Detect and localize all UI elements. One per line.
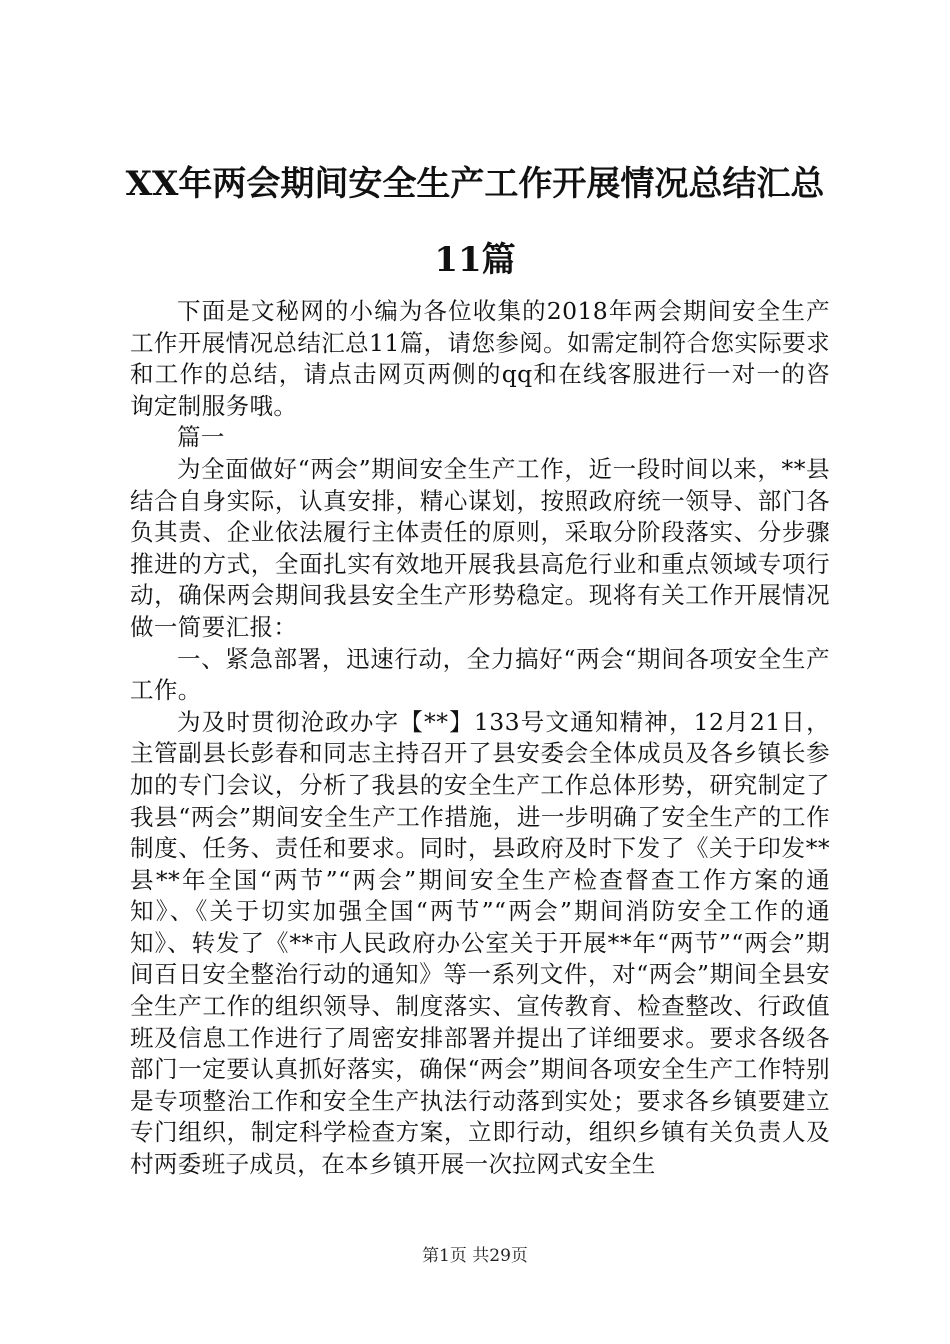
paragraph-subheading: 一、紧急部署，迅速行动，全力搞好“两会“期间各项安全生产工作。 xyxy=(130,644,830,705)
paragraph-intro: 下面是文秘网的小编为各位收集的2018年两会期间安全生产工作开展情况总结汇总11篇，请您参阅。如需定制符合您实际要求和工作的总结，请点击网页两侧的qq和在线客服进行一对一的咨询定制服务哦。 xyxy=(130,297,830,420)
paragraph-section-heading: 篇一 xyxy=(177,423,225,452)
document-title: XX年两会期间安全生产工作开展情况总结汇总11篇 xyxy=(125,164,825,280)
paragraph-overview: 为全面做好“两会”期间安全生产工作，近一段时间以来，**县结合自身实际，认真安排，精心谋划，按照政府统一领导、部门各负其责、企业依法履行主体责任的原则，采取分阶段落实、分步骤推进的方式，全面扎实有效地开展我县高危行业和重点领域专项行动，确保两会期间我县安全生产形势稳定。现将有关工作开展情况做一简要汇报： xyxy=(130,454,830,641)
page-number: 第1页 共29页 xyxy=(422,1246,528,1266)
document-body xyxy=(130,296,830,1181)
paragraph-details: 为及时贯彻沧政办字【**】133号文通知精神，12月21日，主管副县长彭春和同志主持召开了县安委会全体成员及各乡镇长参加的专门会议，分析了我县的安全生产工作总体形势，研究制定了我县“两会”期间安全生产工作措施，进一步明确了安全生产的工作制度、任务、责任和要求。同时，县政府及时下发了《关于印发**县**年全国“两节”“两会”期间安全生产检查督查工作方案的通知》、《关于切实加强全国“两节”“两会”期间消防安全工作的通知》、转发了《**市人民政府办公室关于开展**年“两节”“两会”期间百日安全整治行动的通知》等一系列文件，对“两会”期间全县安全生产工作的组织领导、制度落实、宣传教育、检查整改、行政值班及信息工作进行了周密安排部署并提出了详细要求。要求各级各部门一定要认真抓好落实，确保“两会”期间各项安全生产工作特别是专项整治工作和安全生产执法行动落到实处；要求各乡镇要建立专门组织，制定科学检查方案，立即行动，组织乡镇有关负责人及村两委班子成员，在本乡镇开展一次拉网式安全生 xyxy=(130,707,830,1179)
